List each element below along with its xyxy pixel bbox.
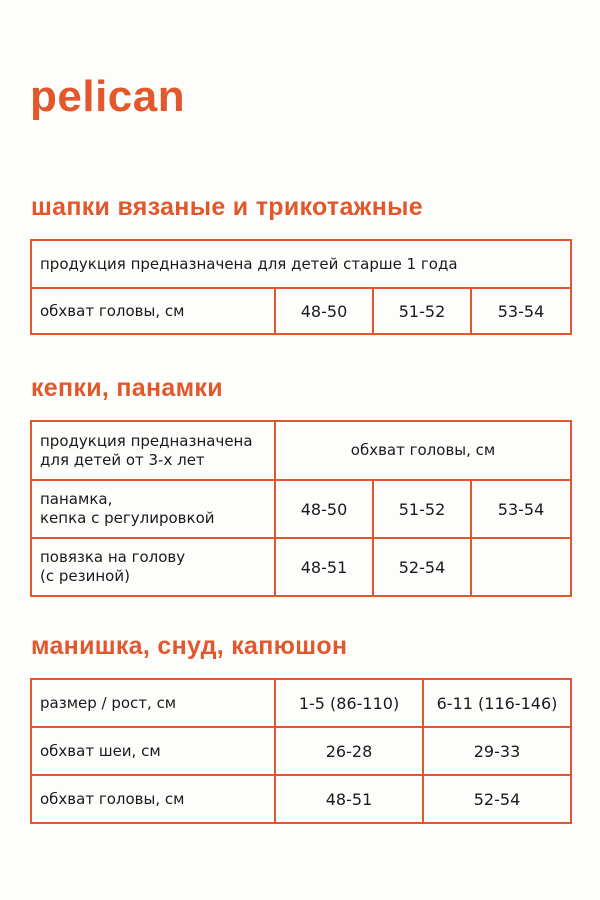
size-cell: 1-5 (86-110) xyxy=(275,679,423,727)
section-title-knitted-hats: шапки вязаные и трикотажные xyxy=(31,193,423,221)
size-cell: 48-50 xyxy=(275,480,373,538)
size-cell: 48-50 xyxy=(275,288,373,334)
knitted-hats-table xyxy=(30,239,572,335)
size-cell: 51-52 xyxy=(373,288,471,334)
size-cell: 48-51 xyxy=(275,775,423,823)
size-cell: 48-51 xyxy=(275,538,373,596)
size-cell: 29-33 xyxy=(423,727,571,775)
caps-panamas-table xyxy=(30,420,572,597)
size-cell-empty xyxy=(471,538,571,596)
age-note-line-1: продукция предназначена xyxy=(40,431,253,450)
label-line-2: кепка с регулировкой xyxy=(40,509,215,527)
size-cell: 52-54 xyxy=(373,538,471,596)
row-label-head-circumference: обхват головы, см xyxy=(31,288,275,334)
section-title-caps-panamas: кепки, панамки xyxy=(31,374,223,402)
label-line-2: (с резиной) xyxy=(40,567,130,585)
section-title-dickey-snood-hood: манишка, снуд, капюшон xyxy=(31,632,348,660)
size-cell: 53-54 xyxy=(471,288,571,334)
size-cell: 6-11 (116-146) xyxy=(423,679,571,727)
dickey-snood-hood-table xyxy=(30,678,572,824)
age-note-line-2: для детей от 3-х лет xyxy=(40,450,205,469)
row-label-neck-circumference: обхват шеи, см xyxy=(31,727,275,775)
row-label-headband xyxy=(31,538,275,596)
brand-logo: pelican xyxy=(30,72,186,121)
label-line-1: панамка, xyxy=(40,490,113,508)
label-line-1: повязка на голову xyxy=(40,548,186,566)
size-cell: 52-54 xyxy=(423,775,571,823)
age-note: продукция предназначена для детей старше 1 года xyxy=(31,240,571,288)
size-cell: 53-54 xyxy=(471,480,571,538)
age-note-cell xyxy=(31,421,275,480)
row-label-head-circumference: обхват головы, см xyxy=(31,775,275,823)
header-head-circumference: обхват головы, см xyxy=(275,421,571,480)
row-label-panama-cap xyxy=(31,480,275,538)
row-label-size-height: размер / рост, см xyxy=(31,679,275,727)
size-cell: 51-52 xyxy=(373,480,471,538)
size-cell: 26-28 xyxy=(275,727,423,775)
